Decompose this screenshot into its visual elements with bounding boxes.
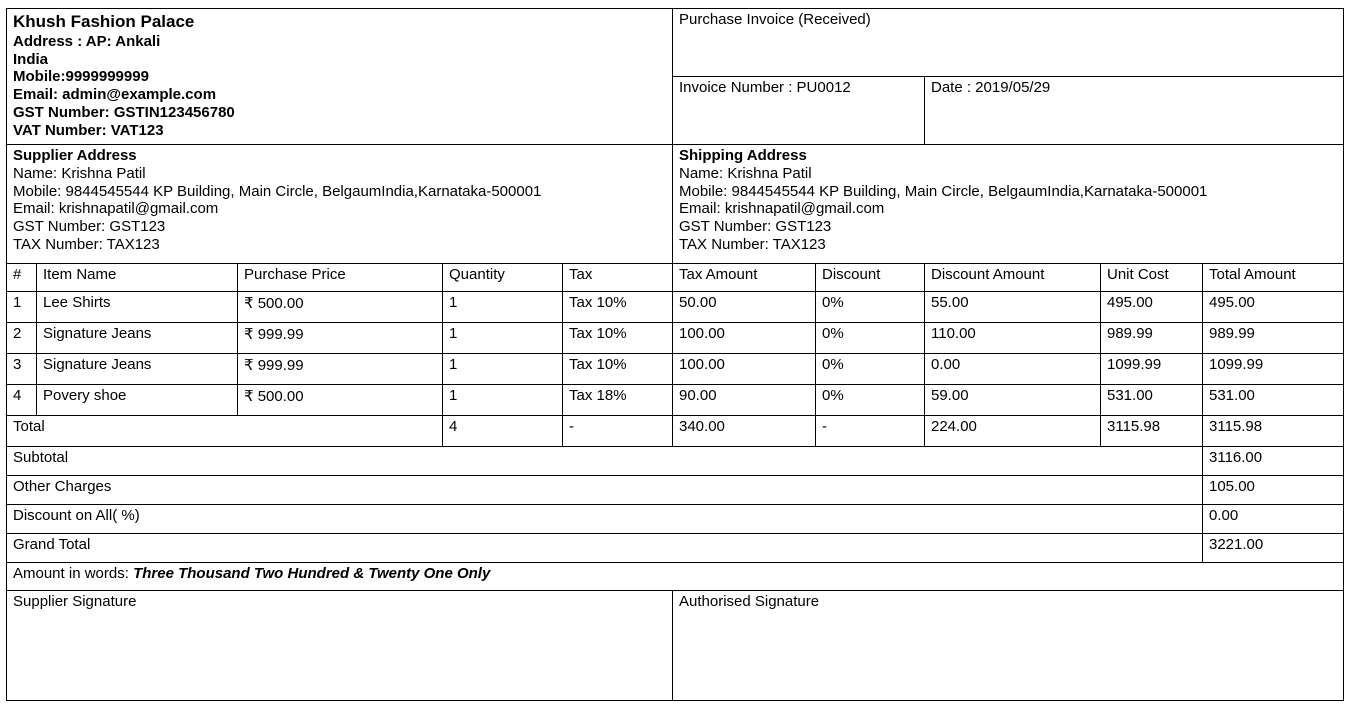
item-discount: 0% bbox=[816, 323, 925, 354]
amount-in-words-row bbox=[7, 563, 1344, 591]
item-unit-cost: 495.00 bbox=[1101, 292, 1203, 323]
total-label: Total bbox=[7, 416, 443, 447]
document-title bbox=[673, 9, 1344, 77]
item-total-amount: 989.99 bbox=[1203, 323, 1344, 354]
summary-label: Grand Total bbox=[7, 534, 1203, 563]
total-discount-amount: 224.00 bbox=[925, 416, 1101, 447]
company-name: Khush Fashion Palace bbox=[13, 12, 195, 31]
column-header-discount-amount: Discount Amount bbox=[925, 264, 1101, 292]
company-country-line: India bbox=[13, 50, 49, 68]
item-tax: Tax 10% bbox=[563, 323, 673, 354]
item-num: 4 bbox=[7, 385, 37, 416]
company-address-line: Address : AP: Ankali bbox=[13, 33, 161, 51]
item-discount: 0% bbox=[816, 354, 925, 385]
item-tax-amount: 50.00 bbox=[673, 292, 816, 323]
supplier-address-title: Supplier Address bbox=[13, 147, 137, 164]
item-tax: Tax 10% bbox=[563, 354, 673, 385]
summary-label: Other Charges bbox=[7, 476, 1203, 505]
item-tax: Tax 10% bbox=[563, 292, 673, 323]
supplier-mobile-line: Mobile: 9844545544 KP Building, Main Circle, BelgaumIndia,Karnataka-500001 bbox=[13, 182, 542, 200]
column-header-total-amount: Total Amount bbox=[1203, 264, 1344, 292]
invoice-document bbox=[6, 8, 1343, 701]
amount-in-words-label: Amount in words: bbox=[13, 565, 134, 582]
shipping-name-line: Name: Krishna Patil bbox=[679, 165, 812, 182]
total-unit-cost: 3115.98 bbox=[1101, 416, 1203, 447]
item-total-amount: 1099.99 bbox=[1203, 354, 1344, 385]
item-name: Lee Shirts bbox=[37, 292, 238, 323]
supplier-signature-box: Supplier Signature bbox=[7, 591, 673, 701]
item-quantity: 1 bbox=[443, 385, 563, 416]
item-unit-cost: 1099.99 bbox=[1101, 354, 1203, 385]
company-gst-line: GST Number: GSTIN123456780 bbox=[13, 103, 235, 121]
shipping-gst-line: GST Number: GST123 bbox=[679, 218, 832, 236]
total-discount-dash: - bbox=[816, 416, 925, 447]
company-email-line: Email: admin@example.com bbox=[13, 86, 217, 104]
column-header-purchase-price: Purchase Price bbox=[238, 264, 443, 292]
item-discount-amount: 59.00 bbox=[925, 385, 1101, 416]
item-total-amount: 531.00 bbox=[1203, 385, 1344, 416]
item-row bbox=[7, 385, 1344, 416]
invoice-date: Date : 2019/05/29 bbox=[925, 77, 1344, 145]
item-tax: Tax 18% bbox=[563, 385, 673, 416]
item-purchase-price: ₹ 500.00 bbox=[238, 292, 443, 323]
shipping-mobile-line: Mobile: 9844545544 KP Building, Main Circle, BelgaumIndia,Karnataka-500001 bbox=[679, 182, 1208, 200]
item-discount: 0% bbox=[816, 292, 925, 323]
item-num: 1 bbox=[7, 292, 37, 323]
shipping-address-block bbox=[673, 145, 1344, 264]
item-num: 2 bbox=[7, 323, 37, 354]
supplier-gst-line: GST Number: GST123 bbox=[13, 218, 166, 236]
document-title-main: Purchase Invoice bbox=[679, 11, 795, 28]
amount-in-words bbox=[7, 563, 1344, 591]
summary-row-discount-on-all bbox=[7, 505, 1344, 534]
summary-row-other-charges bbox=[7, 476, 1344, 505]
item-purchase-price: ₹ 999.99 bbox=[238, 354, 443, 385]
item-row bbox=[7, 292, 1344, 323]
item-num: 3 bbox=[7, 354, 37, 385]
item-unit-cost: 989.99 bbox=[1101, 323, 1203, 354]
item-purchase-price: ₹ 500.00 bbox=[238, 385, 443, 416]
column-header-num: # bbox=[7, 264, 37, 292]
total-tax-amount: 340.00 bbox=[673, 416, 816, 447]
item-row bbox=[7, 354, 1344, 385]
company-mobile-line: Mobile:9999999999 bbox=[13, 68, 149, 86]
document-title-suffix: (Received) bbox=[794, 11, 871, 28]
summary-value: 0.00 bbox=[1203, 505, 1344, 534]
column-header-tax: Tax bbox=[563, 264, 673, 292]
total-total-amount: 3115.98 bbox=[1203, 416, 1344, 447]
column-header-tax-amount: Tax Amount bbox=[673, 264, 816, 292]
item-tax-amount: 100.00 bbox=[673, 354, 816, 385]
company-block bbox=[7, 9, 673, 145]
item-unit-cost: 531.00 bbox=[1101, 385, 1203, 416]
company-vat-line: VAT Number: VAT123 bbox=[13, 121, 164, 139]
summary-label: Discount on All( %) bbox=[7, 505, 1203, 534]
item-discount: 0% bbox=[816, 385, 925, 416]
column-header-item-name: Item Name bbox=[37, 264, 238, 292]
item-purchase-price: ₹ 999.99 bbox=[238, 323, 443, 354]
item-row bbox=[7, 323, 1344, 354]
summary-value: 105.00 bbox=[1203, 476, 1344, 505]
summary-value: 3221.00 bbox=[1203, 534, 1344, 563]
column-header-discount: Discount bbox=[816, 264, 925, 292]
summary-row-grand-total bbox=[7, 534, 1344, 563]
item-name: Signature Jeans bbox=[37, 354, 238, 385]
items-header-row bbox=[7, 264, 1344, 292]
items-total-row bbox=[7, 416, 1344, 447]
item-quantity: 1 bbox=[443, 292, 563, 323]
item-discount-amount: 55.00 bbox=[925, 292, 1101, 323]
total-tax-dash: - bbox=[563, 416, 673, 447]
item-name: Povery shoe bbox=[37, 385, 238, 416]
supplier-tax-line: TAX Number: TAX123 bbox=[13, 235, 160, 253]
shipping-address-title: Shipping Address bbox=[679, 147, 807, 164]
supplier-email-line: Email: krishnapatil@gmail.com bbox=[13, 200, 219, 218]
authorised-signature-box: Authorised Signature bbox=[673, 591, 1344, 701]
shipping-tax-line: TAX Number: TAX123 bbox=[679, 235, 826, 253]
item-tax-amount: 100.00 bbox=[673, 323, 816, 354]
item-total-amount: 495.00 bbox=[1203, 292, 1344, 323]
supplier-address-block bbox=[7, 145, 673, 264]
column-header-unit-cost: Unit Cost bbox=[1101, 264, 1203, 292]
item-discount-amount: 0.00 bbox=[925, 354, 1101, 385]
item-quantity: 1 bbox=[443, 323, 563, 354]
item-name: Signature Jeans bbox=[37, 323, 238, 354]
invoice-number: Invoice Number : PU0012 bbox=[673, 77, 925, 145]
total-quantity: 4 bbox=[443, 416, 563, 447]
summary-label: Subtotal bbox=[7, 447, 1203, 476]
item-discount-amount: 110.00 bbox=[925, 323, 1101, 354]
summary-value: 3116.00 bbox=[1203, 447, 1344, 476]
supplier-name-line: Name: Krishna Patil bbox=[13, 165, 146, 182]
amount-in-words-value: Three Thousand Two Hundred & Twenty One Only bbox=[133, 565, 491, 582]
column-header-quantity: Quantity bbox=[443, 264, 563, 292]
invoice-table bbox=[6, 8, 1344, 701]
item-tax-amount: 90.00 bbox=[673, 385, 816, 416]
shipping-email-line: Email: krishnapatil@gmail.com bbox=[679, 200, 885, 218]
item-quantity: 1 bbox=[443, 354, 563, 385]
summary-row-subtotal bbox=[7, 447, 1344, 476]
